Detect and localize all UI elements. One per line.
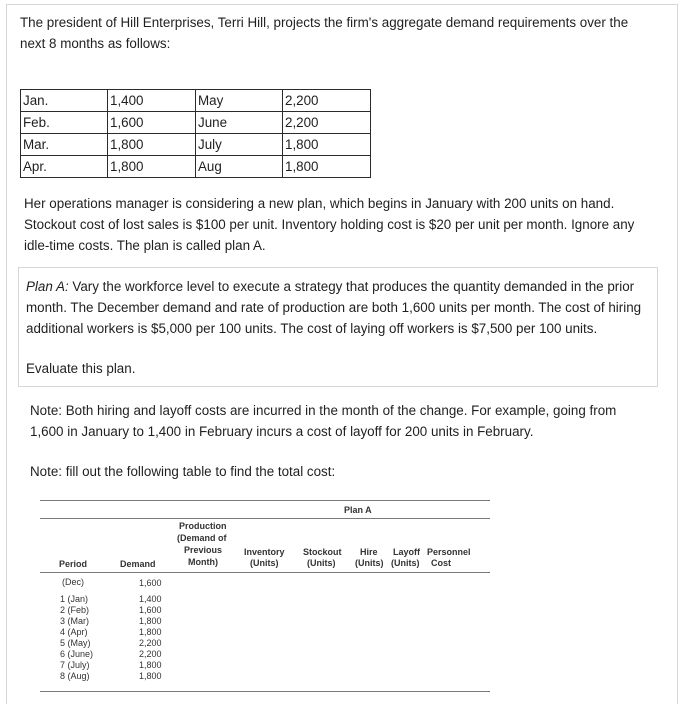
plan-a-text (26, 276, 646, 339)
plan-description: Her operations manager is considering a new plan, which begins in January with 200 units on hand. Stockout cost of lost sales is $100 per unit. Inventory holding cost is $20 per unit per month. Ignore any idle-time costs. The plan is called plan A. (24, 196, 635, 253)
header-demand: Demand (120, 559, 156, 569)
demand-cell: 2,200 (139, 649, 162, 659)
period-cell: 4 (Apr) (60, 627, 88, 637)
header-inventory-2: (Units) (250, 558, 279, 568)
demand-cell: 2,200 (139, 638, 162, 648)
header-production-1: Production (179, 521, 227, 531)
period-cell: 5 (May) (60, 638, 91, 648)
header-stockout-2: (Units) (307, 558, 336, 568)
month-cell: Jan. (21, 90, 108, 112)
intro-text: The president of Hill Enterprises, Terri Hill, projects the firm's aggregate demand requirements over the next 8 months as follows: (20, 15, 629, 51)
demand-value-cell: 1,800 (108, 156, 196, 178)
demand-table (20, 89, 371, 178)
demand-cell: 1,600 (139, 578, 162, 588)
demand-cell: 1,400 (139, 594, 162, 604)
header-inventory-1: Inventory (244, 547, 285, 557)
month-cell: Mar. (21, 134, 108, 156)
header-production-2: (Demand of (177, 533, 227, 543)
month-cell: July (196, 134, 283, 156)
demand-value-cell: 2,200 (283, 90, 371, 112)
demand-value-cell: 1,600 (108, 112, 196, 134)
plan-title: Plan A (344, 505, 372, 515)
table-row (21, 90, 371, 112)
header-production-3: Previous (184, 545, 223, 555)
bottom-rule (40, 691, 490, 692)
demand-value-cell: 2,200 (283, 112, 371, 134)
period-cell: 6 (June) (60, 649, 94, 659)
header-production-4: Month) (188, 557, 218, 567)
month-cell: Aug (196, 156, 283, 178)
period-cell: 2 (Feb) (60, 605, 90, 615)
demand-cell: 1,800 (139, 671, 162, 681)
note-costs: Note: Both hiring and layoff costs are incurred in the month of the change. For example, going from 1,600 in January to 1,400 in February incurs a cost of layoff for 200 units in February. (30, 403, 617, 439)
header-layoff-1: Layoff (393, 547, 420, 557)
demand-value-cell: 1,800 (108, 134, 196, 156)
header-period: Period (59, 559, 88, 569)
header-layoff-2: (Units) (391, 558, 420, 568)
table-row (21, 112, 371, 134)
plan-rule (40, 518, 490, 519)
demand-value-cell: 1,800 (283, 134, 371, 156)
header-hire-1: Hire (360, 547, 378, 557)
demand-cell: 1,600 (139, 605, 162, 615)
plan-a-label: Plan A: (26, 279, 69, 294)
period-cell: 3 (Mar) (60, 616, 89, 626)
table-row (21, 156, 371, 178)
month-cell: May (196, 90, 283, 112)
demand-cell: 1,800 (139, 616, 162, 626)
table-row (21, 134, 371, 156)
header-personnel-1: Personnel (427, 547, 471, 557)
month-cell: June (196, 112, 283, 134)
header-rule (40, 572, 490, 573)
month-cell: Feb. (21, 112, 108, 134)
demand-cell: 1,800 (139, 627, 162, 637)
header-personnel-2: Cost (431, 558, 451, 568)
header-hire-2: (Units) (355, 558, 384, 568)
demand-value-cell: 1,800 (283, 156, 371, 178)
period-cell: 8 (Aug) (60, 671, 90, 681)
plan-a-body: Vary the workforce level to execute a strategy that produces the quantity demanded in the prior month. The December demand and rate of production are both 1,600 units per month. The cost of hiring additional workers is $5,000 per 100 units. The cost of laying off workers is $7,500 per 100 units. (26, 279, 642, 336)
evaluate-text: Evaluate this plan. (26, 361, 136, 376)
period-cell: 1 (Jan) (60, 594, 89, 604)
header-stockout-1: Stockout (303, 547, 342, 557)
note-fill-table: Note: fill out the following table to find the total cost: (30, 464, 336, 479)
top-rule (40, 500, 490, 501)
period-cell: (Dec) (62, 577, 84, 587)
period-cell: 7 (July) (60, 660, 90, 670)
month-cell: Apr. (21, 156, 108, 178)
demand-value-cell: 1,400 (108, 90, 196, 112)
demand-cell: 1,800 (139, 660, 162, 670)
